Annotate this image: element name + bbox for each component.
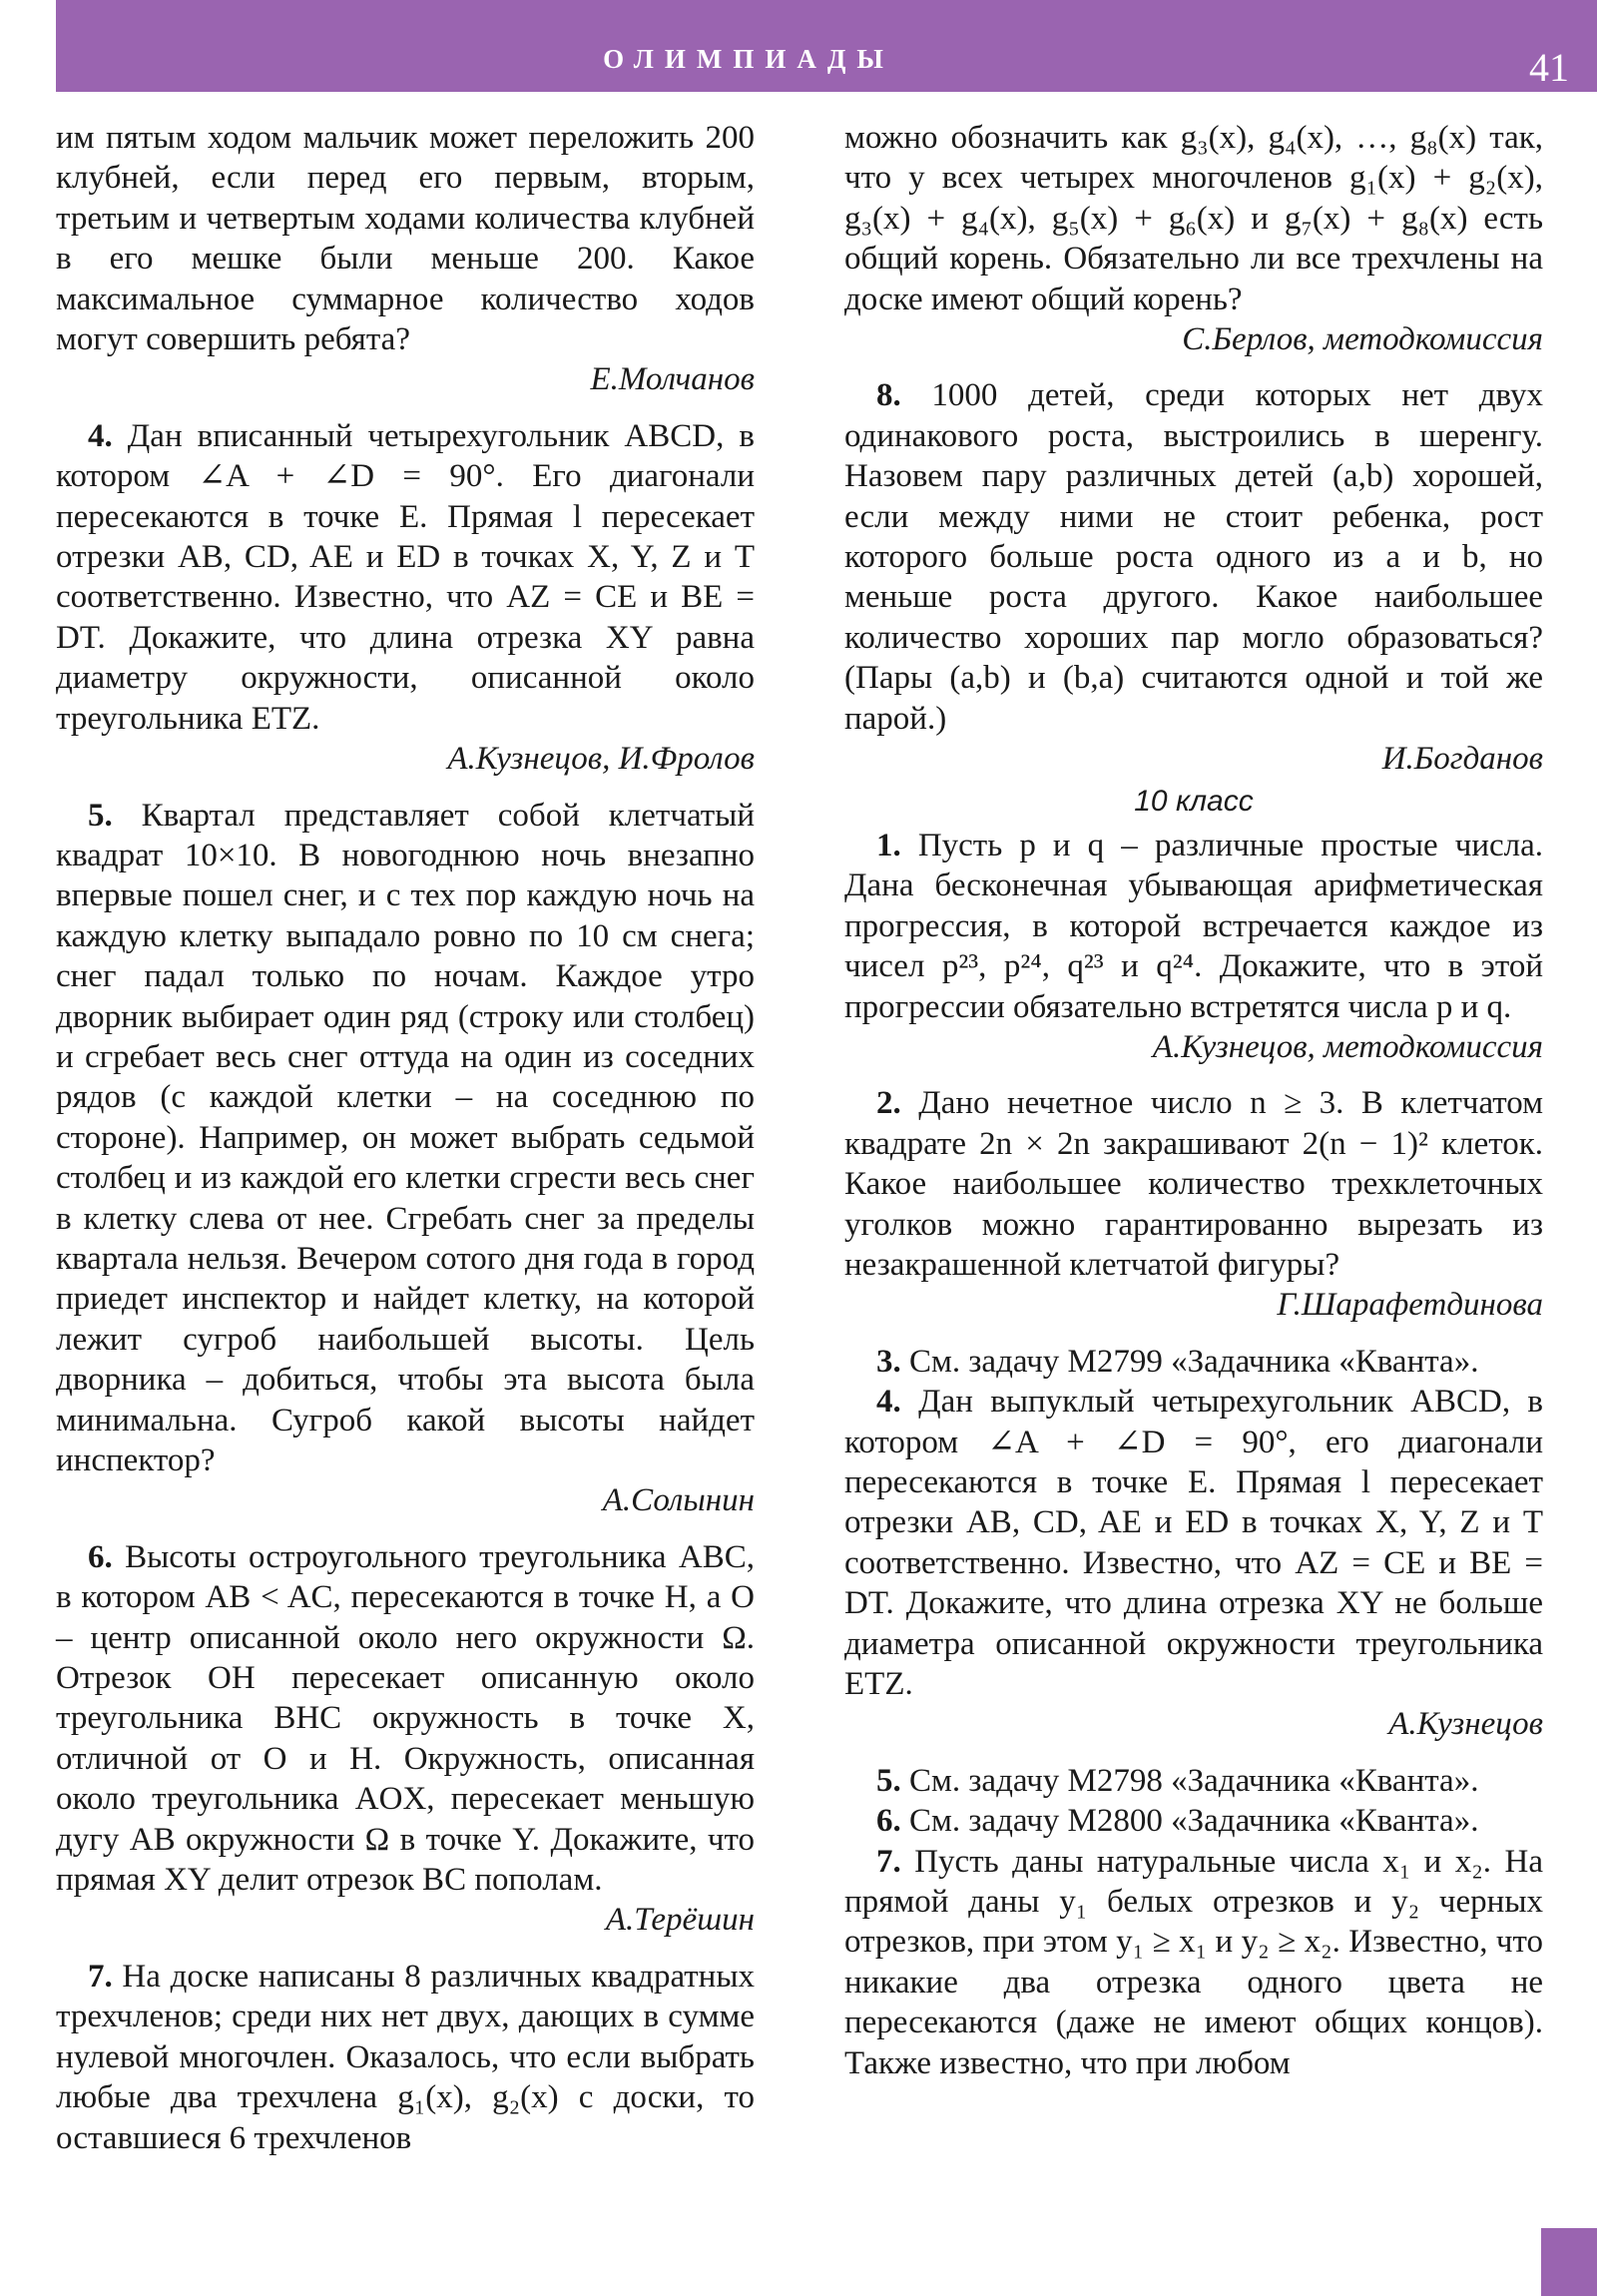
- problem-author: А.Терёшин: [605, 1902, 755, 1939]
- grade10-problem-4: [844, 1382, 1543, 1704]
- page-number: 41: [1529, 45, 1569, 90]
- problem-text: См. задачу М2798 «Задачника «Кванта».: [900, 1762, 1479, 1799]
- grade10-problem-2: [844, 1083, 1543, 1285]
- problem-number: 7.: [876, 1843, 901, 1880]
- problem-author: Г.Шарафетдинова: [1277, 1287, 1543, 1324]
- problem-author: С.Берлов, методкомиссия: [1182, 321, 1543, 358]
- problem-number: 5.: [876, 1762, 901, 1799]
- section-title: ОЛИМПИАДЫ: [603, 44, 894, 74]
- problem-author: А.Солынин: [602, 1482, 755, 1519]
- problem-text: 1000 детей, среди которых нет двух одинакового роста, выстроились в шеренгу. Назовем пару различных детей (a,b) хорошей, если между ними не стоит ребенка, рост которого больше роста одного из a и b, но меньше роста другого. Какое наибольшее количество хороших пар могло образоваться? (Пары (a,b) и (b,a) считаются одной и той же парой.): [844, 377, 1543, 737]
- problem-6: [56, 1537, 755, 1901]
- problem-text: См. задачу М2799 «Задачника «Кванта».: [900, 1343, 1479, 1380]
- problem-number: 4.: [88, 417, 113, 454]
- problem-author: А.Кузнецов, методкомиссия: [1152, 1028, 1543, 1065]
- grade10-problem-1: [844, 826, 1543, 1027]
- grade10-problem-5: [844, 1761, 1543, 1801]
- corner-marker: [1541, 2228, 1597, 2296]
- problem-text: Дан вписанный четырехугольник ABCD, в котором ∠A + ∠D = 90°. Его диагонали пересекаются в точке E. Прямая l пересекает отрезки AB, CD, AE и ED в точках X, Y, Z и T соответственно. Известно, что AZ = CE и BE = DT. Докажите, что длина отрезка XY равна диаметру окружности, описанной около треугольника ETZ.: [56, 417, 755, 737]
- problem-text: Высоты остроугольного треугольника ABC, в котором AB < AC, пересекаются в точке H, а O – центр описанной около него окружности Ω. Отрезок OH пересекает описанную около треугольника BHC окружность в точке X, отличной от O и H. Окружность, описанная около треугольника AOX, пересекает меньшую дугу AB окружности Ω в точке Y. Докажите, что прямая XY делит отрезок BC пополам.: [56, 1538, 755, 1899]
- problem-author: Е.Молчанов: [590, 361, 755, 398]
- problem-text: Квартал представляет собой клетчатый квадрат 10×10. В новогоднюю ночь внезапно впервые пошел снег, и с тех пор каждую ночь на каждую клетку выпадало ровно по 10 см снега; снег падал только по ночам. Каждое утро дворник выбирает один ряд (строку или столбец) и сгребает весь снег оттуда на один из соседних рядов (с каждой клетки – на соседнюю по стороне). Например, он может выбрать седьмой столбец и из каждой его клетки сгрести весь снег в клетку слева от нее. Сгребать снег за пределы квартала нельзя. Вечером сотого дня года в город приедет инспектор и найдет клетку, на которой лежит сугроб наибольшей высоты. Цель дворника – добиться, чтобы эта высота была минимальна. Сугроб какой высоты найдет инспектор?: [56, 797, 755, 1478]
- problem-text: Дано нечетное число n ≥ 3. В клетчатом квадрате 2n × 2n закрашивают 2(n − 1)² клеток. Какое наибольшее количество трехклеточных уголков можно гарантированно вырезать из незакрашенной клетчатой фигуры?: [844, 1085, 1543, 1283]
- problem-number: 2.: [876, 1085, 901, 1122]
- problem-number: 3.: [876, 1343, 901, 1380]
- problem-author: И.Богданов: [1381, 741, 1543, 778]
- paragraph: им пятым ходом мальчик может переложить 200 клубней, если перед его первым, вторым, третьим и четвертым ходами количества клубней в его мешке были меньше 200. Какое максимальное суммарное количество ходов могут совершить ребята?: [56, 120, 755, 358]
- problem-number: 6.: [876, 1803, 901, 1840]
- problem-7: [56, 1957, 755, 2158]
- grade10-problem-7: [844, 1842, 1543, 2083]
- section-header: [56, 0, 1597, 92]
- right-column: [844, 118, 1543, 2083]
- grade10-problem-3: [844, 1342, 1543, 1382]
- problem-text: На доске написаны 8 различных квадратных трехчленов; среди них нет двух, дающих в сумме нулевой многочлен. Оказалось, что если выбрать любые два трехчлена g₁(x), g₂(x) с доски, то оставшиеся 6 трехчленов: [56, 1958, 755, 2156]
- problem-author: А.Кузнецов, И.Фролов: [447, 741, 755, 778]
- problem-number: 6.: [88, 1538, 113, 1575]
- problem-number: 7.: [88, 1958, 113, 1995]
- grade-heading: 10 класс: [1134, 784, 1254, 818]
- left-column: [56, 118, 755, 2158]
- problem-number: 5.: [88, 797, 113, 834]
- problem-8: [844, 375, 1543, 739]
- problem-text: См. задачу М2800 «Задачника «Кванта».: [900, 1803, 1479, 1840]
- problem-text: Дан выпуклый четырехугольник ABCD, в котором ∠A + ∠D = 90°, его диагонали пересекаются в точке E. Прямая l пересекает отрезки AB, CD, AE и ED в точках X, Y, Z и T соответственно. Известно, что AZ = CE и BE = DT. Докажите, что длина отрезка XY не больше диаметра описанной окружности треугольника ETZ.: [844, 1384, 1543, 1703]
- paragraph: можно обозначить как g₃(x), g₄(x), …, g₈(x) так, что у всех четырех многочленов g₁(x) + g₂(x), g₃(x) + g₄(x), g₅(x) + g₆(x) и g₇(x) + g₈(x) есть общий корень. Обязательно ли все трехчлены на доске имеют общий корень?: [844, 120, 1543, 317]
- problem-number: 4.: [876, 1384, 901, 1421]
- problem-text: Пусть даны натуральные числа x₁ и x₂. На прямой даны y₁ белых отрезков и y₂ черных отрезков, при этом y₁ ≥ x₁ и y₂ ≥ x₂. Известно, что никакие два отрезка одного цвета не пересекаются (даже не имеют общих концов). Также известно, что при любом: [844, 1843, 1543, 2081]
- problem-5: [56, 796, 755, 1481]
- problem-text: Пусть p и q – различные простые числа. Дана бесконечная убывающая арифметическая прогрессия, в которой встречается каждое из чисел p²³, p²⁴, q²³ и q²⁴. Докажите, что в этой прогрессии обязательно встретятся числа p и q.: [844, 827, 1543, 1025]
- grade10-problem-6: [844, 1801, 1543, 1841]
- problem-author: А.Кузнецов: [1388, 1706, 1543, 1743]
- problem-number: 1.: [876, 827, 901, 863]
- problem-number: 8.: [876, 377, 901, 414]
- problem-4: [56, 416, 755, 739]
